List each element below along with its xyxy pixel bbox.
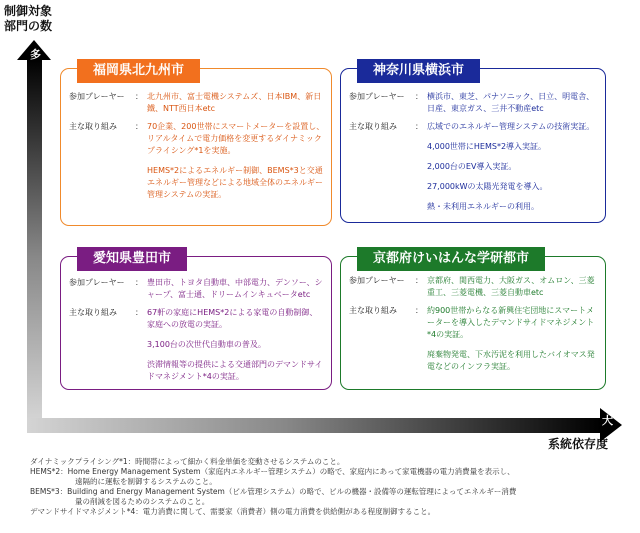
y-axis-label <box>4 4 52 34</box>
effort-label: 主な取り組み <box>69 122 117 131</box>
effort-row <box>349 305 599 387</box>
box-aichi-toyota <box>60 251 332 390</box>
x-axis-arrow-label: 大 <box>602 414 613 427</box>
player-row <box>349 91 599 117</box>
effort-list <box>147 307 325 391</box>
y-axis-arrow-label: 多 <box>30 48 41 61</box>
effort-item: HEMS*2によるエネルギー制御、BEMS*3と交通エネルギー管理などによる地域全体のエネルギー管理システムの実証。 <box>147 166 323 199</box>
colon: ： <box>135 278 143 287</box>
box-title: 京都府けいはんな学研都市 <box>357 247 545 271</box>
colon: ： <box>415 122 423 131</box>
colon: ： <box>415 276 423 285</box>
player-label: 参加プレーヤー <box>69 278 125 287</box>
effort-item: 2,000台のEV導入実証。 <box>427 162 517 171</box>
colon: ： <box>135 308 143 317</box>
box-kanagawa-yokohama <box>340 63 606 223</box>
footnote-2: HEMS*2：Home Energy Management System（家庭内エネルギー管理システム）の略で、家庭内にあって家電機器の電力消費量を表示し、 <box>30 467 515 476</box>
effort-row <box>69 307 325 387</box>
effort-label: 主な取り組み <box>349 122 397 131</box>
effort-item: 廃棄物発電、下水汚泥を利用したバイオマス発電などのインフラ実証。 <box>427 350 595 371</box>
player-label: 参加プレーヤー <box>69 92 125 101</box>
effort-item: 4,000世帯にHEMS*2導入実証。 <box>427 142 547 151</box>
box-fukuoka-kitakyushu <box>60 63 332 226</box>
y-axis-bar <box>27 58 42 420</box>
effort-row <box>349 121 599 219</box>
box-title: 愛知県豊田市 <box>77 247 187 271</box>
footnotes <box>30 457 630 517</box>
colon: ： <box>415 306 423 315</box>
effort-item: 27,000kWの太陽光発電を導入。 <box>427 182 548 191</box>
box-title: 福岡県北九州市 <box>77 59 200 83</box>
y-axis-label-line2: 部門の数 <box>4 19 53 33</box>
effort-item: 約900世帯からなる新興住宅団地にスマートメーターを導入したデマンドサイドマネジメント*4の実証。 <box>427 306 595 339</box>
effort-item: 渋滞情報等の提供による交通部門のデマンドサイドマネジメント*4の実証。 <box>147 360 323 381</box>
effort-item: 67軒の家庭にHEMS*2による家電の自動制御、家庭への放電の実証。 <box>147 308 318 329</box>
footnote-3-cont: 量の削減を図るためのシステムのこと。 <box>75 497 210 506</box>
effort-item: 3,100台の次世代自動車の普及。 <box>147 340 266 349</box>
player-label: 参加プレーヤー <box>349 92 405 101</box>
effort-item: 70企業、200世帯にスマートメーターを設置し、リアルタイムで電力価格を変更するダイナミックプライシング*1を実施。 <box>147 122 325 155</box>
player-row <box>69 277 325 303</box>
box-title: 神奈川県横浜市 <box>357 59 480 83</box>
player-value: 豊田市、トヨタ自動車、中部電力、デンソー、シャープ、富士通、ドリームインキュベータetc <box>147 278 323 299</box>
player-value: 北九州市、富士電機システムズ、日本IBM、新日鐵、NTT西日本etc <box>147 92 322 113</box>
player-value: 横浜市、東芝、パナソニック、日立、明電舎、日産、東京ガス、三井不動産etc <box>427 92 595 113</box>
effort-label: 主な取り組み <box>69 308 117 317</box>
y-axis-label-line1: 制御対象 <box>4 4 53 18</box>
player-label: 参加プレーヤー <box>349 276 405 285</box>
player-row <box>69 91 325 117</box>
effort-list <box>427 121 599 221</box>
effort-row <box>69 121 325 221</box>
colon: ： <box>415 92 423 101</box>
colon: ： <box>135 92 143 101</box>
effort-label: 主な取り組み <box>349 306 397 315</box>
box-kyoto-keihanna <box>340 251 606 390</box>
effort-item: 熱・未利用エネルギーの利用。 <box>427 202 539 211</box>
player-row <box>349 275 599 301</box>
colon: ： <box>135 122 143 131</box>
footnote-4: デマンドサイドマネジメント*4：電力消費に関して、需要家（消費者）側の電力消費を供給側がある程度制御すること。 <box>30 507 436 516</box>
footnote-2-cont: 遠隔的に運転を制御するシステムのこと。 <box>75 477 217 486</box>
player-value: 京都府、関西電力、大阪ガス、オムロン、三菱重工、三菱電機、三菱自動車etc <box>427 276 595 297</box>
x-axis-label: 系統依存度 <box>548 437 609 451</box>
x-axis-bar <box>27 418 601 433</box>
footnote-3: BEMS*3：Building and Energy Management System（ビル管理システム）の略で、ビルの機器・設備等の運転管理によってエネルギー消費 <box>30 487 517 496</box>
effort-list <box>427 305 599 381</box>
effort-list <box>147 121 325 209</box>
effort-item: 広域でのエネルギー管理システムの技術実証。 <box>427 122 595 131</box>
footnote-1: ダイナミックプライシング*1：時間帯によって細かく料金単価を変動させるシステムのこと。 <box>30 457 345 466</box>
